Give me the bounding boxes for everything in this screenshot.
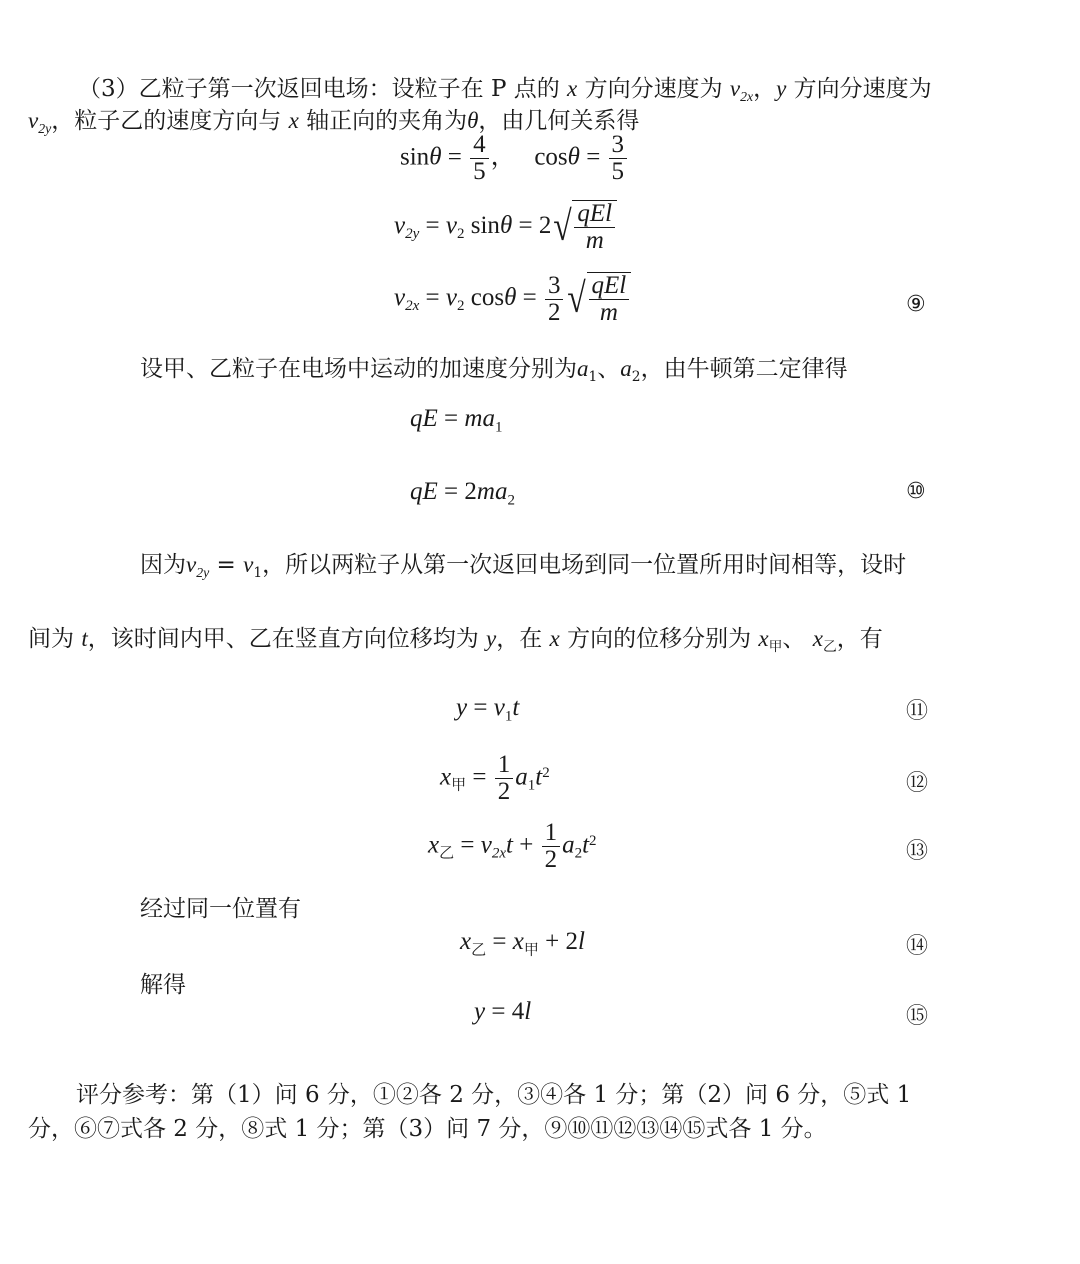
equation-v2y: $v_{2y} = v_2$ sinθ = 2√ $\frac{\text{qEl}}{m}$ <box>394 200 617 255</box>
equation-qE-ma1: qE = $ma_1$ <box>410 405 503 436</box>
accel-text-b: ，由牛顿第二定律得 <box>640 356 848 382</box>
equation-number-14: ⑭ <box>906 934 929 959</box>
time-text-e: ，在 <box>496 626 543 652</box>
intro-text-b: 方向分速度为 <box>584 76 723 102</box>
time-line-2: 间为 t，该时间内甲、乙在竖直方向位移均为 y，在 x 方向的位移分别为 $x_甲$、 $x_乙$，有 <box>28 626 883 655</box>
eq-label-jia: 甲 <box>451 777 467 794</box>
time-text-g: ，有 <box>836 626 883 652</box>
accel-text-a: 设甲、乙粒子在电场中运动的加速度分别为 <box>140 356 577 382</box>
equation-sin-cos: sinθ = $\frac{4}{5}$ ， cosθ = $\frac{3}{5}$ <box>400 132 629 186</box>
equation-number-13: ⑬ <box>906 839 929 864</box>
time-text-f: 方向的位移分别为 <box>567 626 752 652</box>
pass-text: 经过同一位置有 <box>140 896 301 922</box>
intro-text-f: ，由几何关系得 <box>478 108 640 134</box>
time-text-a: 因为 <box>140 552 186 578</box>
time-line-1: 因为$v_{2y} = v_1$，所以两粒子从第一次返回电场到同一位置所用时间相等，设时 <box>140 552 907 581</box>
equation-number-11: ⑪ <box>906 699 929 724</box>
time-text-c: 间为 <box>28 626 74 652</box>
equation-x-jia: $x_甲$ = $\frac{1}{2}$ $a_1t^2$ <box>440 751 550 806</box>
eq2-label-jia: 甲 <box>523 942 539 959</box>
eq-label-yi: 乙 <box>439 845 455 862</box>
equation-y-v1t: $y = v_1t$ <box>456 694 520 725</box>
time-text-d: ，该时间内甲、乙在竖直方向位移均为 <box>87 626 479 652</box>
intro-line-2: $v_{2y}$，粒子乙的速度方向与 x 轴正向的夹角为θ，由几何关系得 <box>28 108 640 136</box>
intro-text-d: ，粒子乙的速度方向与 <box>51 108 282 134</box>
scoring-line-2: 分，⑥⑦式各 2 分，⑧式 1 分；第（3）问 7 分，⑨⑩⑪⑫⑬⑭⑮式各 1 分。 <box>28 1116 827 1142</box>
accel-text: 设甲、乙粒子在电场中运动的加速度分别为$a_1$、$a_2$，由牛顿第二定律得 <box>140 356 848 385</box>
solve-text: 解得 <box>140 972 186 998</box>
equation-v2x: $v_{2x} = v_2$ cosθ = $\frac{3}{2}$ √ $\frac{\text{qEl}}{m}$ <box>394 272 631 327</box>
intro-line-1: （3）乙粒子第一次返回电场：设粒子在 P 点的 x 方向分速度为 $v_{2x}$，y 方向分速度为 <box>78 76 932 104</box>
label-jia: 甲 <box>768 638 783 655</box>
eq2-label-yi: 乙 <box>471 942 487 959</box>
label-yi: 乙 <box>822 638 837 655</box>
equation-number-9: ⑨ <box>906 292 926 317</box>
equation-number-15: ⑮ <box>906 1004 929 1029</box>
intro-text-a: （3）乙粒子第一次返回电场：设粒子在 P 点的 <box>78 76 560 102</box>
intro-text-c: 方向分速度为 <box>793 76 932 102</box>
equation-qE-2ma2: qE = $2ma_2$ <box>410 478 515 509</box>
equation-y-result: y = 4l <box>474 998 532 1025</box>
intro-text-e: 轴正向的夹角为 <box>306 108 468 134</box>
equation-x-same: $x_乙 = x_甲 + 2l$ <box>460 928 585 959</box>
equation-x-yi: $x_乙 = v_{2x}t$ + $\frac{1}{2}$ $a_2t^2$ <box>428 819 597 874</box>
equation-number-10: ⑩ <box>906 479 926 504</box>
scoring-line-1: 评分参考：第（1）问 6 分，①②各 2 分，③④各 1 分；第（2）问 6 分，⑤式 1 <box>76 1082 912 1108</box>
equation-number-12: ⑫ <box>906 771 929 796</box>
time-text-b: ，所以两粒子从第一次返回电场到同一位置所用时间相等，设时 <box>262 552 907 578</box>
